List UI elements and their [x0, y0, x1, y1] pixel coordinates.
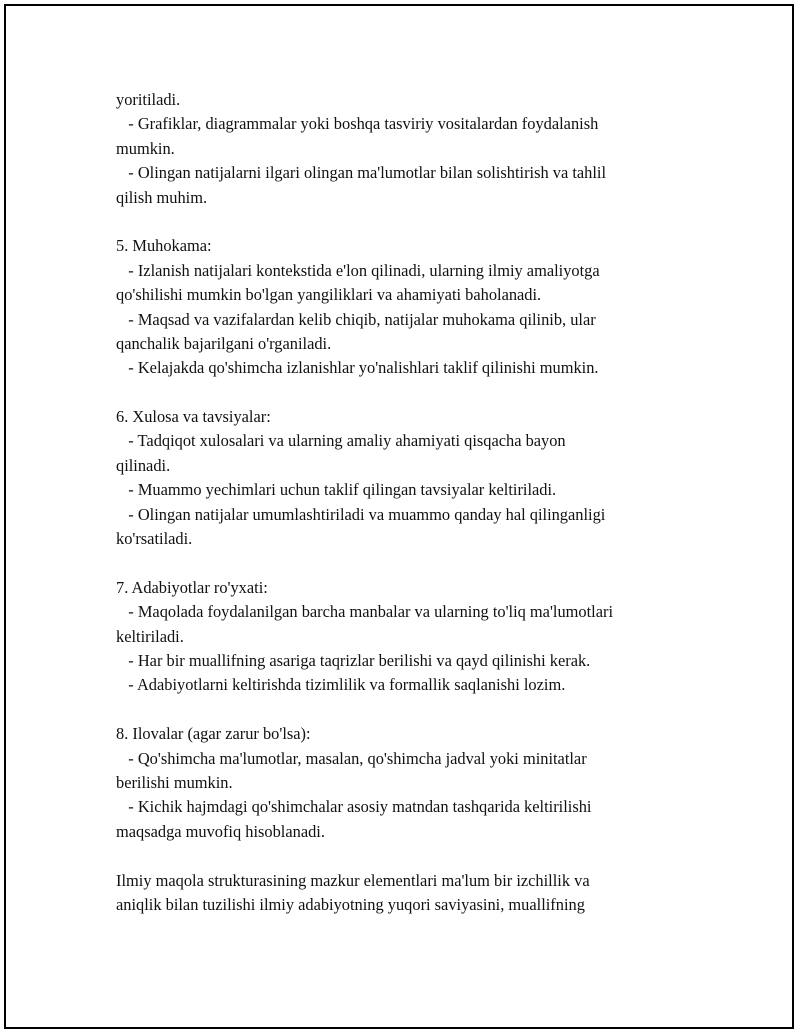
- blank-line: [116, 844, 696, 868]
- bullet-line: - Har bir muallifning asariga taqrizlar berilishi va qayd qilinishi kerak.: [116, 650, 591, 670]
- bullet-line: - Adabiyotlarni keltirishda tizimlilik va formallik saqlanishi lozim.: [116, 675, 566, 695]
- text-line: keltiriladi.: [116, 626, 184, 646]
- section-heading: 8. Ilovalar (agar zarur bo'lsa):: [116, 724, 311, 744]
- text-line: berilishi mumkin.: [116, 772, 233, 792]
- text-line: aniqlik bilan tuzilishi ilmiy adabiyotning yuqori saviyasini, muallifning: [116, 894, 585, 914]
- text-line: qanchalik bajarilgani o'rganiladi.: [116, 333, 332, 353]
- section-heading: 7. Adabiyotlar ro'yxati:: [116, 577, 268, 597]
- blank-line: [116, 381, 696, 405]
- bullet-line: - Kichik hajmdagi qo'shimchalar asosiy matndan tashqarida keltirilishi: [116, 797, 592, 817]
- text-line: maqsadga muvofiq hisoblanadi.: [116, 821, 325, 841]
- blank-line: [116, 551, 696, 575]
- text-line: yoritiladi.: [116, 90, 181, 109]
- section-heading: 6. Xulosa va tavsiyalar:: [116, 407, 271, 427]
- bullet-line: - Grafiklar, diagrammalar yoki boshqa tasviriy vositalardan foydalanish: [116, 114, 599, 134]
- section-heading: 5. Muhokama:: [116, 236, 212, 256]
- text-line: ko'rsatiladi.: [116, 529, 193, 549]
- text-line: Ilmiy maqola strukturasining mazkur elementlari ma'lum bir izchillik va: [116, 870, 590, 890]
- bullet-line: - Muammo yechimlari uchun taklif qilingan tavsiyalar keltiriladi.: [116, 480, 557, 500]
- text-line: qo'shilishi mumkin bo'lgan yangiliklari va ahamiyati baholanadi.: [116, 285, 542, 305]
- document-body: [116, 88, 696, 917]
- blank-line: [116, 210, 696, 234]
- text-line: qilinadi.: [116, 455, 171, 475]
- text-line: mumkin.: [116, 138, 175, 158]
- bullet-line: - Tadqiqot xulosalari va ularning amaliy ahamiyati qisqacha bayon: [116, 431, 566, 451]
- bullet-line: - Maqolada foydalanilgan barcha manbalar va ularning to'liq ma'lumotlari: [116, 602, 614, 622]
- bullet-line: - Maqsad va vazifalardan kelib chiqib, natijalar muhokama qilinib, ular: [116, 309, 596, 329]
- bullet-line: - Qo'shimcha ma'lumotlar, masalan, qo'shimcha jadval yoki minitatlar: [116, 748, 587, 768]
- text-line: qilish muhim.: [116, 187, 208, 207]
- bullet-line: - Izlanish natijalari kontekstida e'lon qilinadi, ularning ilmiy amaliyotga: [116, 260, 600, 280]
- bullet-line: - Kelajakda qo'shimcha izlanishlar yo'nalishlari taklif qilinishi mumkin.: [116, 358, 599, 378]
- blank-line: [116, 698, 696, 722]
- bullet-line: - Olingan natijalarni ilgari olingan ma'lumotlar bilan solishtirish va tahlil: [116, 163, 607, 183]
- bullet-line: - Olingan natijalar umumlashtiriladi va muammo qanday hal qilinganligi: [116, 504, 606, 524]
